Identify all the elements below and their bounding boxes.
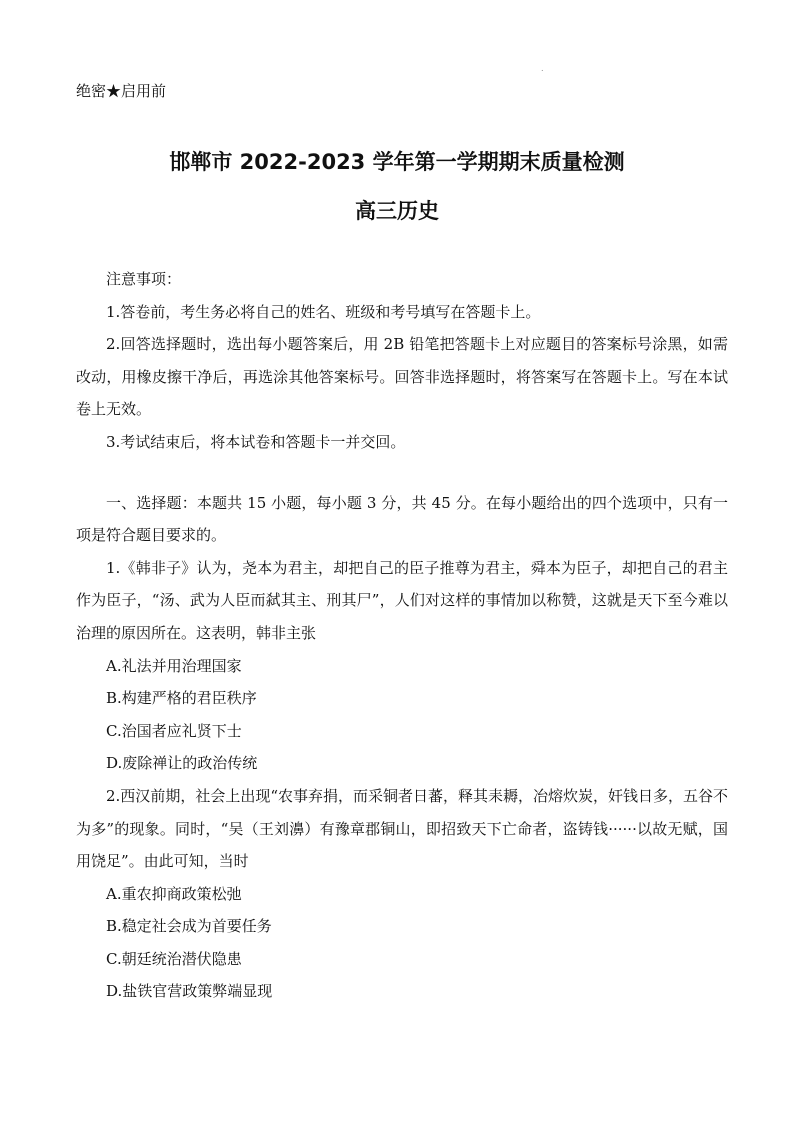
page-dot-mark: . [541,64,544,73]
notice-heading: 注意事项： [106,270,182,288]
option-b: B.构建严格的君臣秩序 [106,689,257,708]
option-d: D.废除禅让的政治传统 [106,754,258,773]
exam-subject: 高三历史 [355,199,439,223]
question-stem: 1.《韩非子》认为，尧本为君主，却把自己的臣子推尊为君主，舜本为臣子，却把自己的君主作为臣子，“汤、武为人臣而弑其主、刑其尸”，人们对这样的事情加以称赞，这就是天下至今难以治理的原因所在。这表明，韩非主张 [76,558,728,642]
question-2 [76,780,728,1008]
notice-item-2: 2.回答选择题时，选出每小题答案后，用 2B 铅笔把答题卡上对应题目的答案标号涂黑，如需改动，用橡皮擦干净后，再选涂其他答案标号。回答非选择题时，将答案写在答题卡上。写在本试卷上无效。 [76,335,728,419]
exam-content [76,263,728,1008]
option-c: C.治国者应礼贤下士 [106,721,242,740]
option-a: A.礼法并用治理国家 [106,656,242,675]
option-c: C.朝廷统治潜伏隐患 [106,949,242,968]
section-intro: 一、选择题：本题共 15 小题，每小题 3 分，共 45 分。在每小题给出的四个选项中，只有一项是符合题目要求的。 [76,493,728,545]
section-gap [76,459,728,487]
question-stem: 2.西汉前期，社会上出现“农事弃捐，而采铜者日蕃，释其耒耨，冶熔炊炭，奸钱日多，五谷不为多”的现象。同时，“吴（王刘濞）有豫章郡铜山，即招致天下亡命者，盗铸钱······以故无赋，国用饶足”。由此可知，当时 [76,786,728,871]
exam-title: 邯郸市 2022-2023 学年第一学期期末质量检测 [169,150,625,174]
question-1 [76,552,728,780]
option-a: A.重农抑商政策松弛 [106,884,242,903]
option-d: D.盐铁官营政策弊端显现 [106,982,273,1001]
notice-item-3: 3.考试结束后，将本试卷和答题卡一并交回。 [106,432,406,451]
option-b: B.稳定社会成为首要任务 [106,917,272,936]
notice-item-1: 1.答卷前，考生务必将自己的姓名、班级和考号填写在答题卡上。 [106,302,541,321]
confidential-label: 绝密★启用前 [76,82,167,100]
